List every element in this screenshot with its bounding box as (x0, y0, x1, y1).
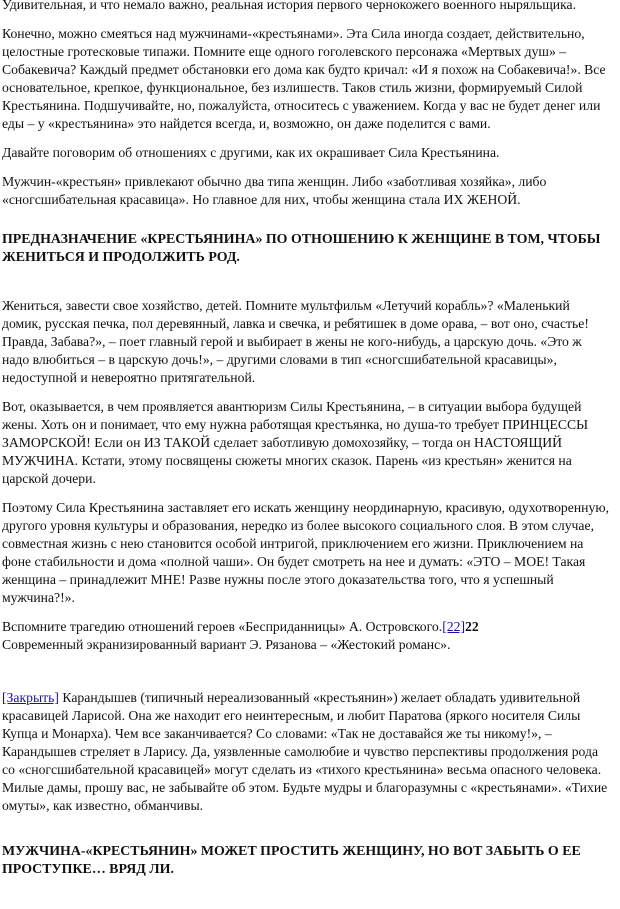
footnote-link[interactable]: [22] (442, 619, 466, 634)
paragraph: Жениться, завести свое хозяйство, детей. Помните мультфильм «Летучий корабль»? «Маленький домик, русская печка, пол деревянный, лавка и свечка, и ребятишек в доме орава, – вот оно, счастье! Правда, Забава?», – поет главный герой и выбирает в жены не кого-нибудь, а царскую дочь. «Это ж надо влюбиться – в царскую дочь!», – другими словами в тип «сногсшибательной красавицы», недоступной и невероятно притягательной. (2, 298, 589, 385)
paragraph: Вот, оказывается, в чем проявляется авантюризм Силы Крестьянина, – в ситуации выбора будущей жены. Хоть он и понимает, что ему нужна работящая крестьянка, но душа-то требует ПРИНЦЕССЫ ЗАМОРСКОЙ! Если он ИЗ ТАКОЙ сделает заботливую домохозяйку, – тогда он НАСТОЯЩИЙ МУЖЧИНА. Кстати, этому посвящены сюжеты многих сказок. Парень «из крестьян» женится на царской дочери. (2, 399, 589, 486)
paragraph: Мужчин-«крестьян» привлекают обычно два типа женщин. Либо «заботливая хозяйка», либо «сногсшибательная красавица». Но главное для них, чтобы женщина стала ИХ ЖЕНОЙ. (2, 174, 547, 207)
paragraph-with-footnote (2, 618, 610, 654)
footnote-text: Карандышев (типичный нереализованный «крестьянин») желает обладать удивительной красавицей Ларисой. Она же находит его неинтересным, и любит Паратова (яркого носителя Силы Купца и Монарха). Чем все заканчивается? Со словами: «Так не доставайся же ты никому!», – Карандышев стреляет в Ларису. Да, уязвленные самолюбие и чувство перспективы продолжения рода со «сногсшибательной красавицей» могут сделать из «тихого крестьянина» весьма опасного человека. Милые дамы, прошу вас, не забывайте об этом. Будьте мудры и благоразумны с «крестьянами». «Тихие омуты», как известно, обманчивы. (2, 690, 608, 813)
footnote-paragraph (2, 689, 610, 815)
paragraph: Давайте поговорим об отношениях с другими, как их окрашивает Сила Крестьянина. (2, 145, 500, 160)
paragraph-text: Вспомните трагедию отношений героев «Бесприданницы» А. Островского. (2, 619, 443, 634)
section-heading: МУЖЧИНА-«КРЕСТЬЯНИН» МОЖЕТ ПРОСТИТЬ ЖЕНЩИНУ, НО ВОТ ЗАБЫТЬ О ЕЕ ПРОСТУПКЕ… ВРЯД ЛИ. (2, 844, 581, 877)
paragraph: Удивительная, и что немало важно, реальная история первого чернокожего военного ныряльщика. (2, 0, 577, 12)
paragraph: Конечно, можно смеяться над мужчинами-«крестьянами». Эта Сила иногда создает, действительно, целостные гротесковые типажи. Помните еще одного гоголевского персонажа «Мертвых душ» – Собакевича? Каждый предмет обстановки его дома как будто кричал: «И я похож на Собакевича!». Все основательное, крепкое, функциональное, без излишеств. Таков стиль жизни, формируемый Силой Крестьянина. Подшучивайте, но, пожалуйста, относитесь с уважением. Когда у вас не будет денег или еды – у «крестьянина» это найдется всегда, и, возможно, он даже поделится с вами. (2, 26, 606, 131)
close-footnote-link[interactable]: [Закрыть] (2, 690, 59, 705)
paragraph: Поэтому Сила Крестьянина заставляет его искать женщину неординарную, красивую, одухотворенную, другого уровня культуры и образования, нередко из более высокого социального слоя. В этом случае, совместная жизнь с нею становится особой интригой, приключением его жизни. Приключением на фоне стабильности и дома «полной чаши». Он будет смотреть на нее и думать: «ЭТО – МОЕ! Такая женщина – принадлежит МНЕ! Разве нужны после этого доказательства того, что я успешный мужчина?!». (2, 500, 609, 605)
document-page (2, 0, 610, 909)
section-heading: ПРЕДНАЗНАЧЕНИЕ «КРЕСТЬЯНИНА» ПО ОТНОШЕНИЮ К ЖЕНЩИНЕ В ТОМ, ЧТОБЫ ЖЕНИТЬСЯ И ПРОДОЛЖИТЬ РОД. (2, 232, 601, 265)
footnote-number: 22 (465, 619, 479, 634)
paragraph-text: Современный экранизированный вариант Э. Рязанова – «Жестокий романс». (2, 637, 451, 652)
spacer (2, 665, 610, 689)
